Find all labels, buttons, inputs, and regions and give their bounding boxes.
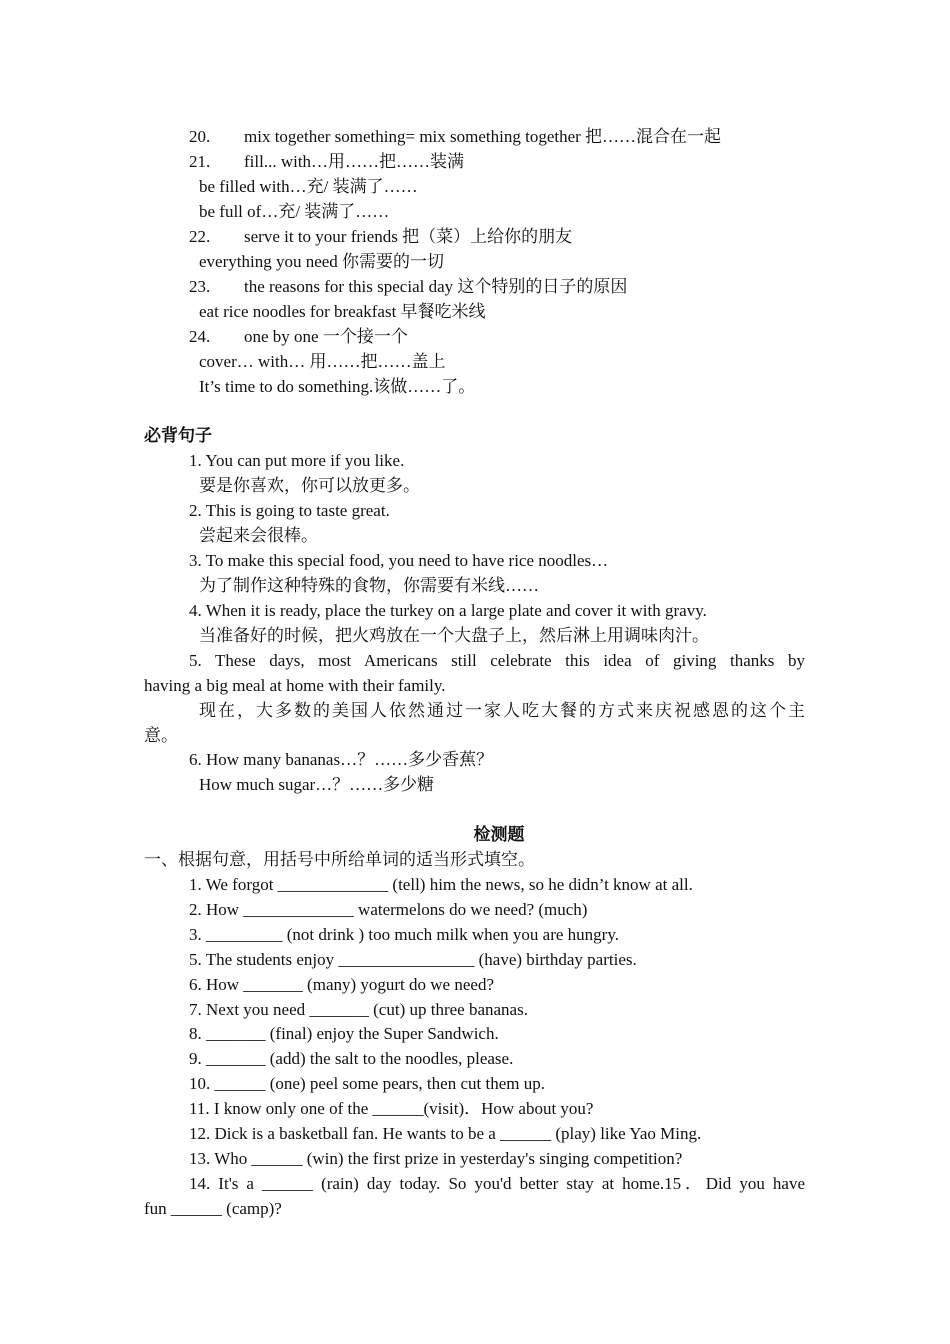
sentence-line: 4. When it is ready, place the turkey on a large plate and cover it with gravy. xyxy=(189,601,707,620)
phrase-item: 20. mix together something= mix something together 把……混合在一起 xyxy=(189,127,722,146)
test-item: 11. I know only one of the ______(visit)．How about you? xyxy=(189,1099,594,1118)
phrase-item: eat rice noodles for breakfast 早餐吃米线 xyxy=(199,302,486,321)
sentence-line: 5. These days, most Americans still celebrate this idea of giving thanks by xyxy=(189,651,805,670)
sentence-line: How much sugar…？……多少糖 xyxy=(199,775,435,794)
phrase-item: cover… with… 用……把……盖上 xyxy=(199,352,446,371)
test-title: 检测题 xyxy=(473,825,525,844)
test-item: 5. The students enjoy ________________ (have) birthday parties. xyxy=(189,950,637,969)
phrase-item: It’s time to do something.该做……了。 xyxy=(199,377,476,396)
sentence-translation: 意。 xyxy=(144,726,178,745)
test-item: 13. Who ______ (win) the first prize in yesterday's singing competition? xyxy=(189,1149,683,1168)
test-item: 12. Dick is a basketball fan. He wants to be a ______ (play) like Yao Ming. xyxy=(189,1124,702,1143)
sentence-line: 1. You can put more if you like. xyxy=(189,451,405,470)
phrase-item: 23. the reasons for this special day 这个特别的日子的原因 xyxy=(189,277,628,296)
test-item: fun ______ (camp)? xyxy=(144,1199,282,1218)
sentence-line: 2. This is going to taste great. xyxy=(189,501,390,520)
sentence-translation: 尝起来会很棒。 xyxy=(199,526,318,545)
test-item: 6. How _______ (many) yogurt do we need? xyxy=(189,975,494,994)
sentence-translation: 当准备好的时候，把火鸡放在一个大盘子上，然后淋上用调味肉汁。 xyxy=(199,626,709,645)
sentence-line: 6. How many bananas…？……多少香蕉？ xyxy=(189,750,494,769)
sentence-line: 3. To make this special food, you need to have rice noodles… xyxy=(189,551,609,570)
section-heading: 必背句子 xyxy=(144,426,212,445)
test-item: 14. It's a ______ (rain) day today. So you'd better stay at home.15．Did you have xyxy=(189,1174,805,1193)
phrase-item: everything you need 你需要的一切 xyxy=(199,252,445,271)
test-item: 7. Next you need _______ (cut) up three bananas. xyxy=(189,1000,528,1019)
phrase-item: 21. fill... with…用……把……装满 xyxy=(189,152,465,171)
sentence-translation: 为了制作这种特殊的食物，你需要有米线…… xyxy=(199,576,539,595)
phrase-item: 24. one by one 一个接一个 xyxy=(189,327,408,346)
phrase-item: 22. serve it to your friends 把（菜）上给你的朋友 xyxy=(189,227,573,246)
phrase-item: be full of…充/ 装满了…… xyxy=(199,202,390,221)
test-item: 3. _________ (not drink ) too much milk when you are hungry. xyxy=(189,925,619,944)
test-item: 2. How _____________ watermelons do we need? (much) xyxy=(189,900,588,919)
phrase-item: be filled with…充/ 装满了…… xyxy=(199,177,418,196)
test-item: 9. _______ (add) the salt to the noodles, please. xyxy=(189,1049,514,1068)
test-instruction: 一、根据句意，用括号中所给单词的适当形式填空。 xyxy=(144,850,535,869)
test-item: 8. _______ (final) enjoy the Super Sandwich. xyxy=(189,1024,499,1043)
sentence-line: having a big meal at home with their family. xyxy=(144,676,446,695)
test-item: 1. We forgot _____________ (tell) him the news, so he didn’t know at all. xyxy=(189,875,693,894)
sentence-translation: 现在，大多数的美国人依然通过一家人吃大餐的方式来庆祝感恩的这个主 xyxy=(199,701,805,720)
test-item: 10. ______ (one) peel some pears, then cut them up. xyxy=(189,1074,545,1093)
sentence-translation: 要是你喜欢，你可以放更多。 xyxy=(199,476,420,495)
